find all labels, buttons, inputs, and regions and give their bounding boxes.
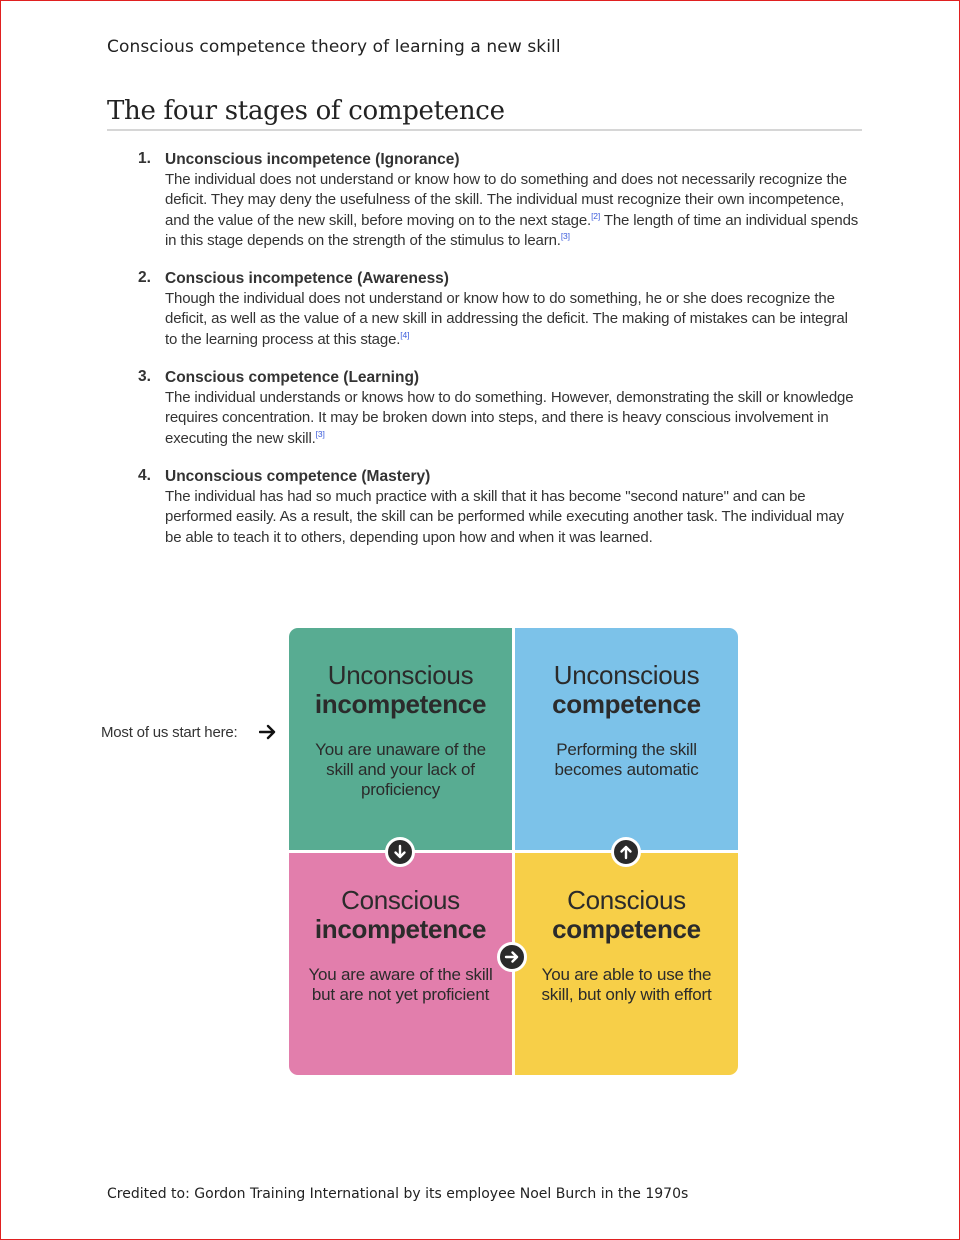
arrow-right-icon bbox=[259, 724, 277, 740]
stage-description bbox=[165, 388, 863, 449]
citation-link[interactable]: [2] bbox=[591, 210, 601, 221]
stage-number: 1. bbox=[138, 150, 151, 167]
stage-title: Unconscious competence (Mastery) bbox=[165, 467, 431, 485]
stage-text: The length of time an individual spends in this stage depends on the strength of the stimulus to learn. bbox=[165, 211, 859, 249]
arrow-right-icon bbox=[497, 942, 527, 972]
stage-number: 3. bbox=[138, 368, 151, 386]
stage-item bbox=[138, 269, 863, 350]
citation-link[interactable]: [3] bbox=[315, 428, 325, 439]
quadrant-conscious-competence bbox=[515, 853, 738, 1075]
quadrant-title-line2: competence bbox=[552, 689, 701, 719]
stage-number: 2. bbox=[138, 269, 151, 287]
quadrant-title-line1: Conscious bbox=[567, 885, 686, 915]
quadrant-description: You are unaware of the skill and your lack of proficiency bbox=[315, 740, 486, 799]
stages-list bbox=[138, 150, 863, 566]
stage-text: The individual understands or knows how to do something. However, demonstrating the skill or knowledge requires concentration. It may be broken down into steps, and there is heavy conscious involvement in executing the new skill. bbox=[165, 389, 854, 447]
stage-description bbox=[165, 487, 863, 548]
quadrant-title-line1: Unconscious bbox=[327, 660, 474, 690]
citation-link[interactable]: [3] bbox=[560, 230, 570, 241]
stage-text: The individual has had so much practice with a skill that it has become "second nature" and can be performed easily. As a result, the skill can be performed while executing another task. The individual may be able to teach it to others, depending upon how and when it was learned. bbox=[165, 487, 844, 546]
section-heading: The four stages of competence bbox=[107, 96, 862, 131]
stage-text: The individual does not understand or know how to do something and does not necessarily recognize the deficit. They may deny the usefulness of the skill. The individual must recognize their own incompetence, and the value of the new skill, before moving on to the next stage. bbox=[165, 171, 847, 229]
stage-item bbox=[138, 150, 863, 251]
quadrant-title-line2: competence bbox=[552, 914, 701, 944]
quadrant-title-line2: incompetence bbox=[314, 914, 487, 944]
stage-item bbox=[138, 368, 863, 449]
quadrant-unconscious-incompetence bbox=[289, 628, 512, 850]
stage-item bbox=[138, 467, 863, 548]
quadrant-description: You are able to use the skill, but only with effort bbox=[541, 965, 712, 1004]
stage-description bbox=[165, 289, 863, 350]
stage-title: Conscious incompetence (Awareness) bbox=[165, 270, 449, 288]
citation-link[interactable]: [4] bbox=[400, 329, 410, 340]
quadrant-title-line1: Conscious bbox=[341, 885, 460, 915]
arrow-down-icon bbox=[385, 837, 415, 867]
quadrant-title-line1: Unconscious bbox=[553, 660, 700, 690]
quadrant-unconscious-competence bbox=[515, 628, 738, 850]
stage-description bbox=[165, 170, 863, 251]
stage-title: Conscious competence (Learning) bbox=[165, 369, 420, 387]
stage-text: Though the individual does not understand or know how to do something, he or she does recognize the deficit, as well as the value of a new skill in addressing the deficit. The making of mistakes can be integral to the learning process at this stage. bbox=[165, 290, 848, 348]
document-title: Conscious competence theory of learning a new skill bbox=[107, 37, 561, 57]
quadrant-conscious-incompetence bbox=[289, 853, 512, 1075]
credit-line: Credited to: Gordon Training International by its employee Noel Burch in the 1970s bbox=[107, 1186, 689, 1202]
stage-number: 4. bbox=[138, 466, 151, 484]
quadrant-description: You are aware of the skill but are not yet proficient bbox=[308, 965, 493, 1004]
competence-matrix bbox=[289, 628, 738, 1075]
quadrant-description: Performing the skill becomes automatic bbox=[554, 740, 699, 779]
start-here-label: Most of us start here: bbox=[101, 724, 238, 741]
quadrant-title-line2: incompetence bbox=[314, 689, 487, 719]
stage-title: Unconscious incompetence (Ignorance) bbox=[165, 151, 460, 168]
arrow-up-icon bbox=[611, 837, 641, 867]
